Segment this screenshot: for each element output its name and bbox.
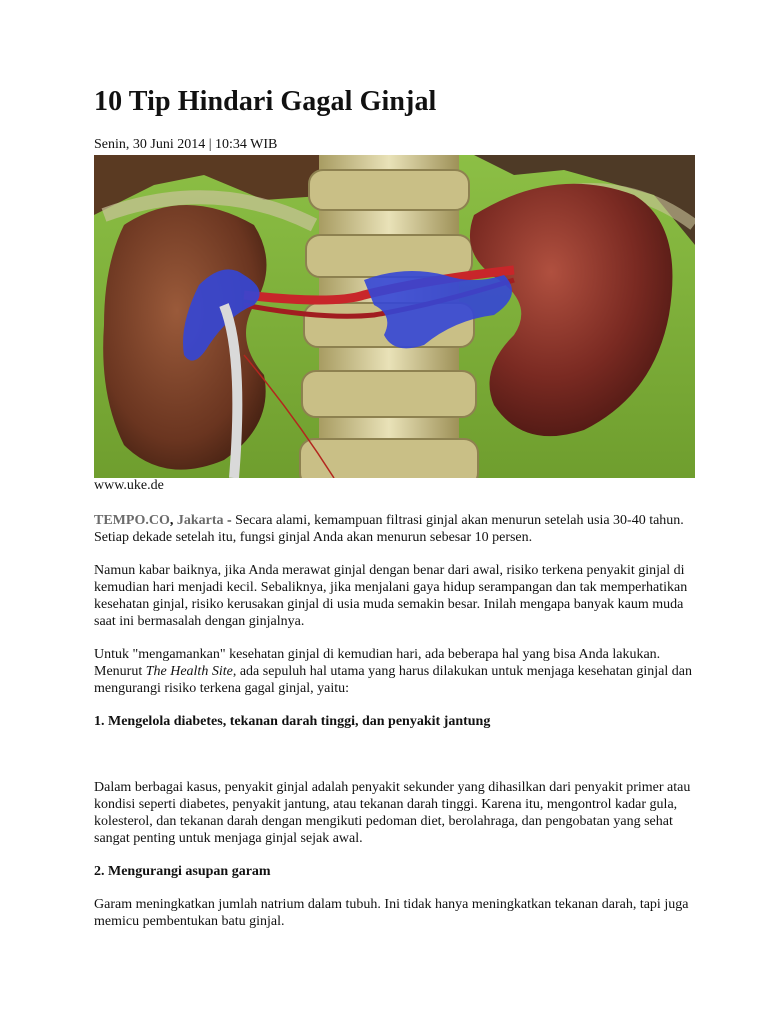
paragraph-3-before: Untuk "mengamankan" kesehatan ginjal di kemudian hari, ada beberapa hal yang bisa Anda lakukan. Menurut [94,647,661,679]
source-name-italic: The Health Site [145,664,233,679]
tip-1-body-text: Dalam berbagai kasus, penyakit ginjal adalah penyakit sekunder yang dihasilkan dari penyakit primer atau kondisi seperti diabetes, penyakit jantung, atau tekanan darah tinggi. Karena itu, mengontrol kadar gula, kolesterol, dan tekanan darah dengan mengikuti pedoman diet, berolahraga, dan pengobatan yang sehat sangat penting untuk menjaga ginjal sejak awal. [94,780,691,846]
kidney-illustration [94,155,695,478]
kidney-anatomy-image [94,155,695,478]
paragraph-3-after: , ada sepuluh hal utama yang harus dilakukan untuk menjaga kesehatan ginjal dan mengurangi risiko terkena gagal ginjal, yaitu: [94,664,692,696]
image-caption: www.uke.de [94,478,164,493]
lead-text: - Secara alami, kemampuan filtrasi ginjal akan menurun setelah usia 30-40 tahun. Setiap dekade setelah itu, fungsi ginjal Anda akan menurun sebesar 10 persen. [94,513,684,545]
tip-1-heading: 1. Mengelola diabetes, tekanan darah tinggi, dan penyakit jantung [94,714,491,729]
tip-2-body-text: Garam meningkatkan jumlah natrium dalam tubuh. Ini tidak hanya meningkatkan tekanan darah, tapi juga memicu pembentukan batu ginjal. [94,897,689,929]
tip-1-body [94,779,694,847]
paragraph-3 [94,646,694,697]
source-city: Jakarta [176,513,224,528]
tip-2-heading: 2. Mengurangi asupan garam [94,864,271,879]
lead-paragraph [94,512,694,546]
paragraph-2-text: Namun kabar baiknya, jika Anda merawat ginjal dengan benar dari awal, risiko terkena penyakit ginjal di kemudian hari menjadi kecil. Sebaliknya, jika menjalani gaya hidup serampangan dan tak memperhatikan kesehatan ginjal, risiko kerusakan ginjal di usia muda semakin besar. Inilah mengapa banyak kaum muda saat ini bermasalah dengan ginjalnya. [94,563,688,629]
source-separator: , [169,513,177,528]
article-dateline: Senin, 30 Juni 2014 | 10:34 WIB [94,137,278,152]
source-brand[interactable]: TEMPO.CO [94,513,170,528]
tip-2-body [94,896,694,930]
paragraph-2 [94,562,694,630]
article-title: 10 Tip Hindari Gagal Ginjal [94,86,437,117]
